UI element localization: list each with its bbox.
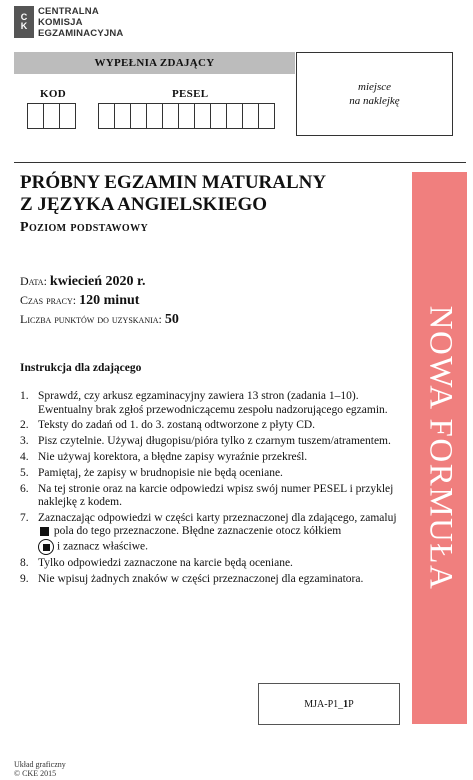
kod-digit-box[interactable] (59, 103, 76, 129)
pesel-digit-box[interactable] (242, 103, 259, 129)
date-value: kwiecień 2020 r. (49, 274, 146, 289)
instruction-item (20, 451, 400, 465)
logo-mark-k: K (20, 21, 28, 31)
instruction-item (20, 390, 400, 417)
instruction-text: Nie wpisuj żadnych znaków w części przeznaczonej dla egzaminatora. (38, 573, 364, 586)
cke-logo (14, 6, 174, 40)
sticker-line-2: na naklejkę (349, 95, 400, 107)
logo-text (38, 6, 123, 39)
pesel-digit-box[interactable] (130, 103, 147, 129)
instruction-text: Pamiętaj, że zapisy w brudnopisie nie będą oceniane. (38, 466, 283, 479)
instruction-7-part-b: pola do tego przeznaczone. Błędne zaznaczenie otocz kółkiem (53, 525, 342, 538)
points-label: Liczba punktów do uzyskania: (20, 312, 162, 326)
exam-level: Poziom podstawowy (20, 220, 149, 235)
time-label: Czas pracy: (20, 293, 77, 307)
instruction-item (20, 512, 400, 555)
instruction-item (20, 557, 400, 571)
kod-digit-box[interactable] (43, 103, 60, 129)
exam-code-prefix: MJA-P1_ (304, 698, 344, 710)
exam-code-box (258, 683, 400, 725)
instruction-number: 9. (20, 573, 29, 586)
instruction-item (20, 435, 400, 449)
instruction-text: Tylko odpowiedzi zaznaczone na karcie będą oceniane. (38, 557, 293, 570)
exam-title-line-1: PRÓBNY EGZAMIN MATURALNY (20, 172, 327, 193)
instruction-item (20, 419, 400, 433)
instruction-item (20, 573, 400, 587)
pesel-digit-box[interactable] (226, 103, 243, 129)
pesel-boxes[interactable] (98, 103, 274, 129)
exam-code-bold: 1 (343, 698, 349, 710)
instruction-number: 8. (20, 557, 29, 570)
kod-label: KOD (40, 88, 66, 100)
pesel-digit-box[interactable] (258, 103, 275, 129)
instruction-item (20, 467, 400, 481)
pesel-digit-box[interactable] (194, 103, 211, 129)
pesel-digit-box[interactable] (210, 103, 227, 129)
instruction-number: 4. (20, 450, 29, 463)
footer-line-1: Układ graficzny (14, 760, 66, 769)
instruction-number: 7. (20, 511, 29, 524)
circled-square-icon (38, 539, 54, 555)
time-value: 120 minut (79, 293, 140, 308)
logo-line-1: CENTRALNA (38, 6, 99, 17)
instruction-text: Pisz czytelnie. Używaj długopisu/pióra tylko z czarnym tuszem/atramentem. (38, 435, 391, 448)
instruction-number: 1. (20, 390, 29, 402)
exam-time (20, 292, 139, 309)
instructions-list (20, 390, 400, 589)
date-label: Data: (20, 274, 47, 288)
instruction-number: 6. (20, 482, 29, 495)
pesel-digit-box[interactable] (146, 103, 163, 129)
kod-digit-box[interactable] (27, 103, 44, 129)
logo-line-2: KOMISJA (38, 17, 83, 28)
instruction-text-7 (38, 512, 400, 555)
points-value: 50 (164, 312, 179, 327)
instructions-title: Instrukcja dla zdającego (20, 362, 142, 374)
instruction-text: Sprawdź, czy arkusz egzaminacyjny zawiera 13 stron (zadania 1–10). Ewentualny brak zgłoś przewodniczącemu zespołu nadzorującego egzamin. (38, 390, 388, 416)
instruction-7-part-c: i zaznacz właściwe. (57, 540, 148, 553)
pesel-digit-box[interactable] (114, 103, 131, 129)
instruction-text: Na tej stronie oraz na karcie odpowiedzi wpisz swój numer PESEL i przyklej naklejkę z kodem. (38, 482, 394, 509)
logo-line-3: EGZAMINACYJNA (38, 28, 124, 39)
cke-logo-mark (14, 6, 34, 38)
filled-square-icon (40, 527, 49, 536)
header-divider (14, 162, 466, 163)
sticker-area (296, 52, 453, 136)
banner-label: NOWA FORMUŁA (422, 305, 458, 591)
pesel-label: PESEL (172, 88, 209, 100)
instruction-text: Teksty do zadań od 1. do 3. zostaną odtworzone z płyty CD. (38, 419, 316, 432)
logo-mark-c: C (20, 12, 28, 22)
instruction-7-part-a: Zaznaczając odpowiedzi w części karty przeznaczonej dla zdającego, zamaluj (38, 511, 397, 524)
footer-line-2: © CKE 2015 (14, 769, 57, 778)
exam-title-line-2: Z JĘZYKA ANGIELSKIEGO (20, 194, 268, 215)
instruction-number: 5. (20, 466, 29, 479)
exam-points (20, 311, 179, 328)
instruction-number: 2. (20, 419, 29, 432)
kod-boxes[interactable] (27, 103, 75, 129)
sticker-line-1: miejsce (358, 81, 391, 93)
pesel-digit-box[interactable] (178, 103, 195, 129)
pesel-digit-box[interactable] (162, 103, 179, 129)
footer (14, 760, 66, 778)
instruction-text: Nie używaj korektora, a błędne zapisy wyraźnie przekreśl. (38, 450, 308, 463)
exam-code-suffix: P (348, 698, 354, 710)
exam-date (20, 273, 145, 290)
nowa-formula-banner-text (412, 172, 467, 724)
instruction-number: 3. (20, 435, 29, 448)
candidate-fill-header: WYPEŁNIA ZDAJĄCY (14, 52, 295, 74)
instruction-item (20, 483, 400, 510)
exam-title (20, 172, 326, 216)
pesel-digit-box[interactable] (98, 103, 115, 129)
